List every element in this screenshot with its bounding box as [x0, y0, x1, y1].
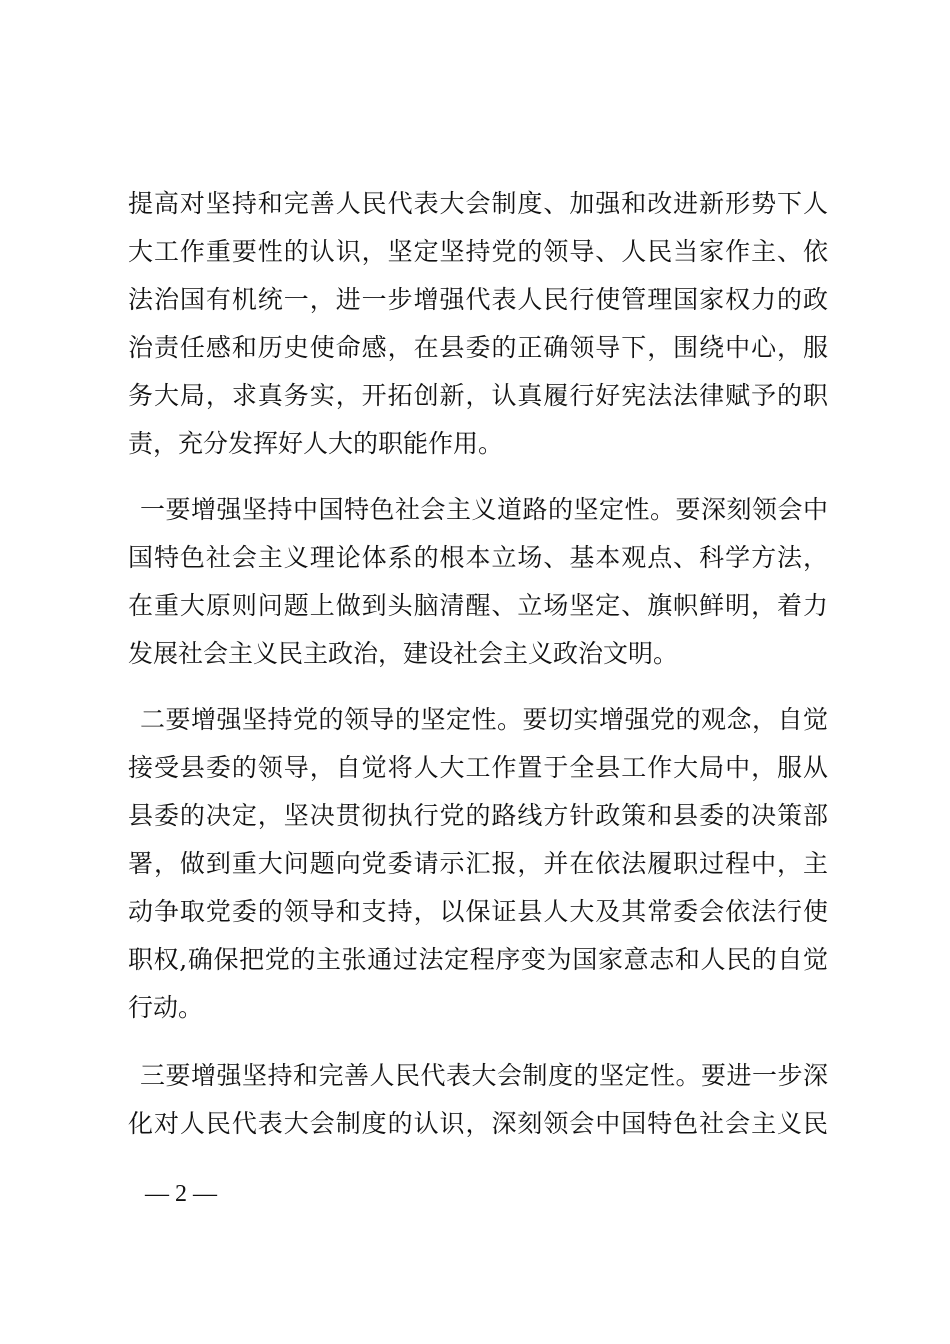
paragraph-4-line-1: 三要增强坚持和完善人民代表大会制度的坚定性。要进一步深	[140, 1061, 828, 1090]
paragraph-1-line-4: 治责任感和历史使命感，在县委的正确领导下，围绕中心，服	[128, 333, 828, 362]
paragraph-3-line-5: 动争取党委的领导和支持，以保证县人大及其常委会依法行使	[128, 897, 828, 926]
paragraph-2-line-1: 一要增强坚持中国特色社会主义道路的坚定性。要深刻领会中	[140, 495, 828, 524]
paragraph-3-line-6: 职权,确保把党的主张通过法定程序变为国家意志和人民的自觉	[128, 945, 828, 974]
paragraph-1-line-5: 务大局，求真务实，开拓创新，认真履行好宪法法律赋予的职	[128, 381, 828, 410]
paragraph-1-line-6: 责，充分发挥好人大的职能作用。	[128, 429, 504, 458]
paragraph-3-line-7: 行动。	[128, 993, 204, 1022]
paragraph-1-line-3: 法治国有机统一，进一步增强代表人民行使管理国家权力的政	[128, 285, 828, 314]
paragraph-3-line-2: 接受县委的领导，自觉将人大工作置于全县工作大局中，服从	[128, 753, 828, 782]
paragraph-1-line-2: 大工作重要性的认识，坚定坚持党的领导、人民当家作主、依	[128, 237, 828, 266]
paragraph-2-line-4: 发展社会主义民主政治，建设社会主义政治文明。	[128, 639, 679, 668]
paragraph-3-line-3: 县委的决定，坚决贯彻执行党的路线方针政策和县委的决策部	[128, 801, 828, 830]
paragraph-2-line-3: 在重大原则问题上做到头脑清醒、立场坚定、旗帜鲜明，着力	[128, 591, 828, 620]
paragraph-3-line-1: 二要增强坚持党的领导的坚定性。要切实增强党的观念，自觉	[140, 705, 828, 734]
page-number: — 2 —	[145, 1181, 217, 1207]
paragraph-1-line-1: 提高对坚持和完善人民代表大会制度、加强和改进新形势下人	[128, 189, 828, 218]
paragraph-3-line-4: 署，做到重大问题向党委请示汇报，并在依法履职过程中，主	[128, 849, 828, 878]
paragraph-2-line-2: 国特色社会主义理论体系的根本立场、基本观点、科学方法，	[128, 543, 828, 572]
paragraph-4-line-2: 化对人民代表大会制度的认识，深刻领会中国特色社会主义民	[128, 1109, 828, 1138]
